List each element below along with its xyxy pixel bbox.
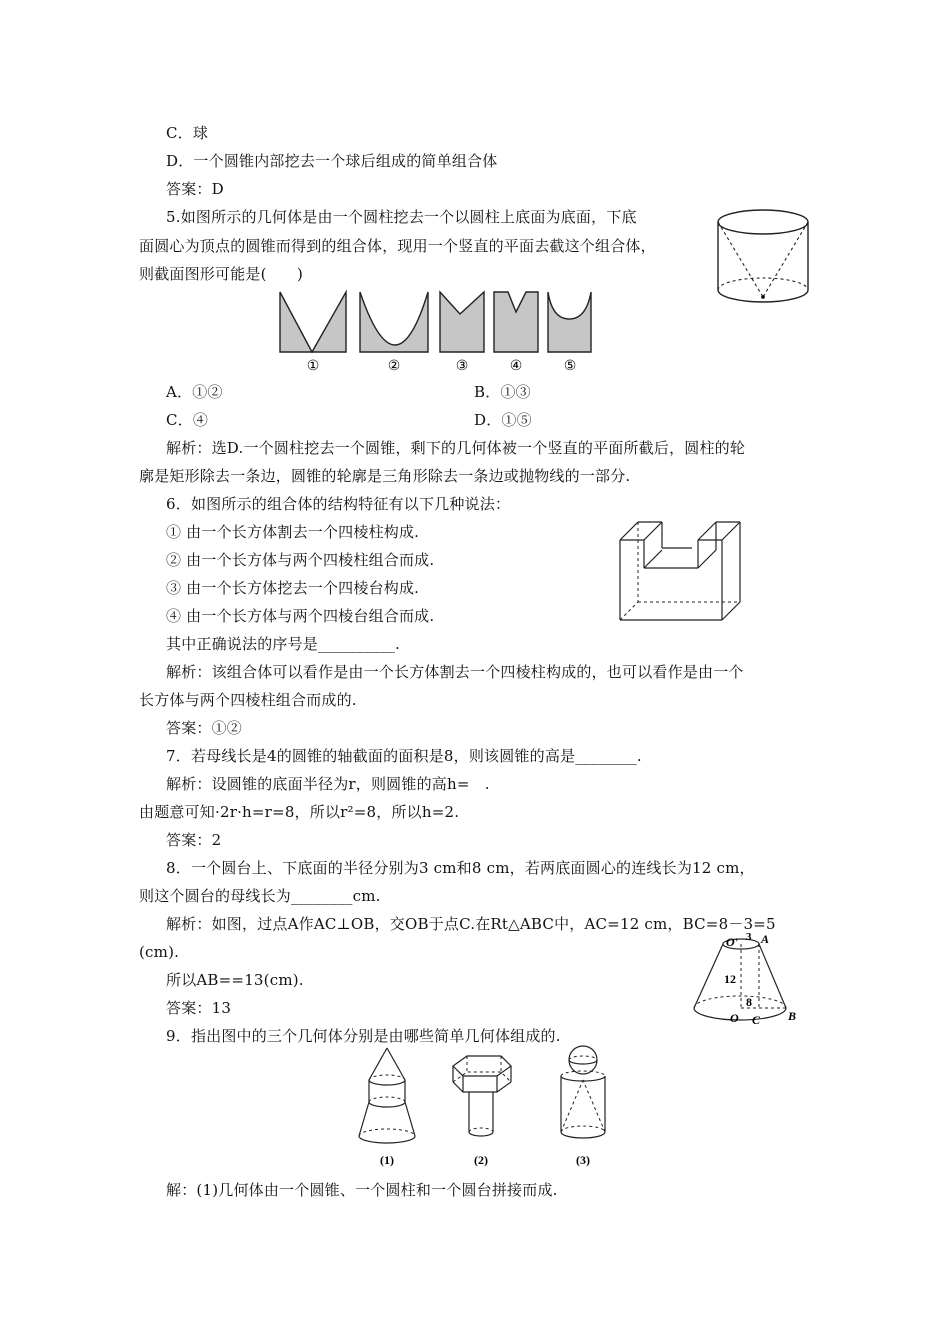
q6-analysis-line1: 解析：该组合体可以看作是由一个长方体割去一个四棱柱构成的，也可以看作是由一个 — [166, 663, 744, 681]
label-top-radius: 3 — [746, 931, 752, 943]
question-7: 7．若母线长是4的圆锥的轴截面的面积是8，则该圆锥的高是________. — [166, 747, 642, 765]
q7-analysis-line1: 解析：设圆锥的底面半径为r，则圆锥的高h= . — [166, 775, 490, 793]
q8-analysis-line1: 解析：如图，过点A作AC⊥OB，交OB于点C.在Rt△ABC中，AC=12 cm，BC=8－3=5 — [166, 915, 776, 933]
q5-option-a: A．①② — [166, 383, 223, 401]
option-c: C．球 — [166, 124, 209, 142]
q6-statement-4: ④ 由一个长方体与两个四棱台组合而成. — [166, 607, 435, 625]
question-8-line1: 8．一个圆台上、下底面的半径分别为3 cm和8 cm，若两底面圆心的连线长为12 cm， — [166, 859, 755, 877]
section-shape-2 — [360, 292, 428, 352]
q7-analysis-line2: 由题意可知·2r·h=r=8，所以r²=8，所以h=2. — [139, 803, 460, 821]
section-label-4: ④ — [509, 359, 523, 374]
label-a: A — [761, 932, 770, 946]
option-d: D．一个圆锥内部挖去一个球后组成的简单组合体 — [166, 152, 498, 170]
frustum-figure — [688, 928, 812, 1030]
question-5-line3: 则截面图形可能是( ) — [139, 265, 304, 283]
solid-label-3: (3) — [576, 1153, 590, 1167]
q8-analysis-line2: (cm). — [139, 943, 180, 961]
section-label-1: ① — [306, 359, 320, 374]
solid-label-1: (1) — [380, 1153, 394, 1167]
label-b: B — [788, 1009, 797, 1023]
label-o-prime: O' — [726, 935, 738, 949]
section-shape-3 — [440, 292, 484, 352]
q9-solution-1: 解：(1)几何体由一个圆锥、一个圆柱和一个圆台拼接而成. — [166, 1181, 558, 1199]
answer-7: 答案：2 — [166, 831, 222, 849]
three-solids-figure — [355, 1044, 630, 1172]
q5-analysis-line2: 廓是矩形除去一条边，圆锥的轮廓是三角形除去一条边或抛物线的一部分. — [139, 467, 631, 485]
q6-statement-2: ② 由一个长方体与两个四棱柱组合而成. — [166, 551, 435, 569]
q5-option-d: D．①⑤ — [474, 411, 532, 429]
question-6: 6．如图所示的组合体的结构特征有以下几种说法： — [166, 495, 511, 513]
q5-option-c: C．④ — [166, 411, 209, 429]
label-o: O — [730, 1011, 739, 1025]
answer-8: 答案：13 — [166, 999, 232, 1017]
section-label-3: ③ — [455, 359, 469, 374]
q5-analysis-line1: 解析：选D.一个圆柱挖去一个圆锥，剩下的几何体被一个竖直的平面所截后，圆柱的轮 — [166, 439, 746, 457]
notched-block-figure — [612, 518, 752, 628]
label-height: 12 — [724, 972, 736, 986]
answer-4: 答案：D — [166, 180, 224, 198]
q8-analysis-line3: 所以AB==13(cm). — [166, 971, 304, 989]
cylinder-cone-figure — [715, 205, 815, 305]
section-label-2: ② — [387, 359, 401, 374]
section-shape-4 — [494, 292, 538, 352]
label-c: C — [752, 1013, 761, 1027]
cross-section-options-figure — [276, 288, 596, 380]
solid-label-2: (2) — [474, 1153, 488, 1167]
q6-analysis-line2: 长方体与两个四棱柱组合而成的. — [139, 691, 357, 709]
q6-prompt: 其中正确说法的序号是__________. — [166, 635, 400, 653]
question-8-line2: 则这个圆台的母线长为________cm. — [139, 887, 381, 905]
question-5-line1: 5.如图所示的几何体是由一个圆柱挖去一个以圆柱上底面为底面，下底 — [166, 208, 637, 226]
section-shape-1 — [280, 292, 346, 352]
section-label-5: ⑤ — [563, 359, 577, 374]
question-5-line2: 面圆心为顶点的圆锥而得到的组合体，现用一个竖直的平面去截这个组合体， — [139, 237, 656, 255]
answer-6: 答案：①② — [166, 719, 243, 737]
section-shape-5 — [548, 292, 591, 352]
q5-option-b: B．①③ — [474, 383, 531, 401]
q6-statement-3: ③ 由一个长方体挖去一个四棱台构成. — [166, 579, 420, 597]
question-9: 9．指出图中的三个几何体分别是由哪些简单几何体组成的. — [166, 1027, 561, 1045]
q6-statement-1: ① 由一个长方体割去一个四棱柱构成. — [166, 523, 420, 541]
label-bottom-radius: 8 — [746, 995, 752, 1009]
